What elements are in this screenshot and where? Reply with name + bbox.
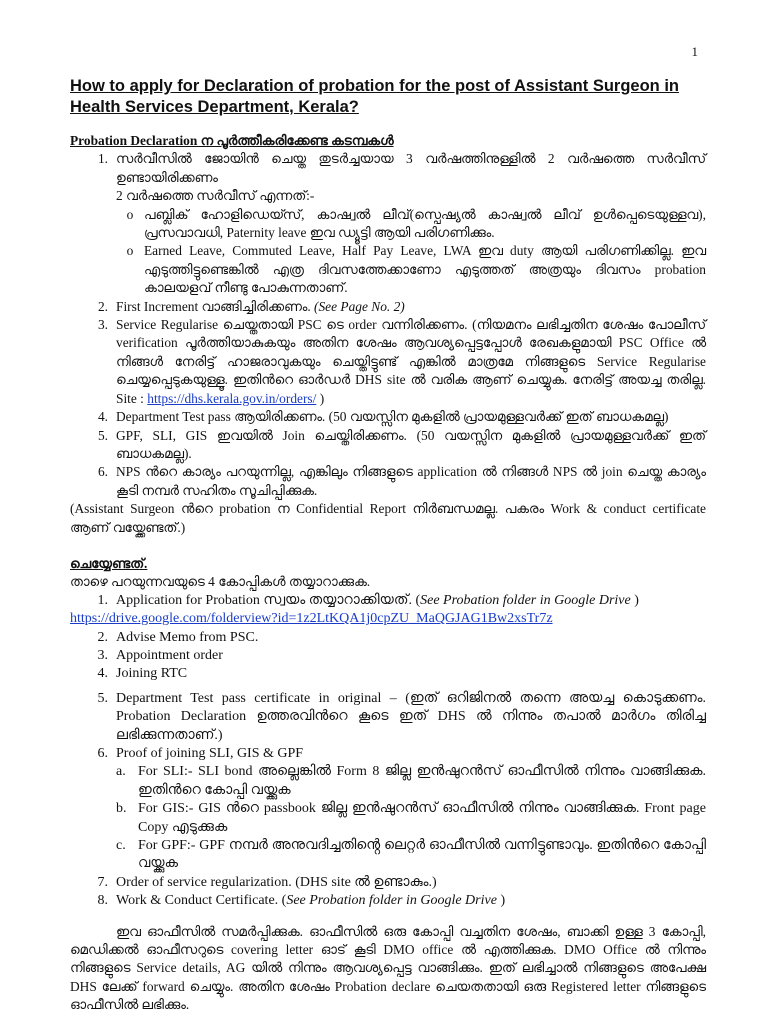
list-text: NPS ൻറെ കാര്യം പറയുന്നില്ല, എങ്കിലും നിങ്ങളുടെ application ൽ നിങ്ങൾ NPS ൽ join ചെയ്ത കാര്യം കൂടി നമ്പർ സഹിതം സൂചിപ്പിക്കുക. [116, 464, 706, 498]
list-item [70, 690, 706, 745]
sub-list-item [116, 800, 706, 837]
list-number: 1. [97, 151, 108, 167]
list-number: 2. [97, 298, 108, 314]
list-item [70, 427, 706, 464]
list-item [70, 592, 706, 610]
list-text-end: ) [630, 592, 639, 608]
documents-list [70, 592, 706, 911]
list-text-wrap [116, 298, 706, 316]
list-number: 7. [97, 874, 108, 890]
section2-heading: ചെയ്യേണ്ടത്. [70, 555, 148, 571]
list-item [70, 665, 706, 683]
list-text: Work & Conduct Certificate. ( [116, 893, 287, 909]
list-text: First Increment വാങ്ങിച്ചിരിക്കണം. [116, 298, 311, 314]
list-text: Joining RTC [116, 666, 188, 682]
google-drive-link[interactable]: https://drive.google.com/folderview?id=1z2LtKQA1j0cpZU_MaQGJAG1Bw2xsTr7z [70, 611, 553, 627]
list-text-end: ) [316, 390, 325, 406]
sub-list-text: For GPF:- GPF നമ്പർ അനുവദിച്ചതിൻ്റെ ലെറ്റർ ഓഫീസിൽ വന്നിട്ടുണ്ടാവും. ഇതിൻറെ കോപ്പി വയ്ക്കുക [138, 838, 706, 872]
list-text: Appointment order [116, 647, 223, 663]
list-text-end: ) [496, 893, 506, 909]
document-title: How to apply for Declaration of probation for the post of Assistant Surgeon in Health Services Department, Kerala? [70, 77, 679, 116]
list-item [70, 463, 706, 500]
list-text: Department Test pass ആയിരിക്കണം. (50 വയസ്സിന മുകളിൽ പ്രായമുള്ളവർക്ക് ഇത് ബാധകമല്ല) [116, 409, 669, 425]
list-text: Advise Memo from PSC. [116, 629, 259, 645]
list-number: 3. [97, 647, 108, 663]
dhs-orders-link[interactable]: https://dhs.kerala.gov.in/orders/ [147, 390, 317, 406]
confidential-report-note: (Assistant Surgeon ൻറെ probation ന Confidential Report നിർബന്ധമല്ല. പകരം Work & conduct certificate ആണ് വയ്ക്കേണ്ടത്.) [70, 501, 706, 535]
sub-list-text: For GIS:- GIS ൻറെ passbook ജില്ല ഇൻഷുറൻസ് ഓഫീസിൽ നിന്നും വാങ്ങിക്കുക. Front page Copy എടുക്കുക [138, 801, 706, 835]
bullet-item [116, 242, 706, 297]
page-reference: (See Page No. 2) [314, 298, 405, 314]
document-body [70, 132, 706, 1015]
list-text: Service Regularise ചെയ്തതായി PSC ടെ order വന്നിരിക്കണം. (നിയമനം ലഭിച്ചതിന ശേഷം പോലീസ് verification പൂർത്തിയാകുകയും അതിന ശേഷം ആവശ്യപ്പെട്ടപ്പോൾ രേഖകളുമായി PSC Office ൽ നിങ്ങൾ നേരിട്ട് ഹാജരാവുകയും ചെയ്തിട്ടുണ്ട് എങ്കിൽ മാത്രമേ നിങ്ങളുടെ Service Regularise ചെയ്യപ്പെടുകയുള്ളൂ. ഇതിൻറെ ഓർഡർ DHS site ൽ വരിക ആണ് ചെയ്യുക. നേരിട്ട് അയച്ച തരില്ല. Site : [116, 317, 706, 406]
list-item [70, 745, 706, 763]
list-item [70, 629, 706, 647]
sub-list-label: c. [116, 838, 126, 854]
list-text: GPF, SLI, GIS ഇവയിൽ Join ചെയ്തിരിക്കണം. (50 വയസ്സിന മുകളിൽ പ്രായമുള്ളവർക്ക് ഇത് ബാധകമല്ല). [116, 427, 706, 461]
list-number: 8. [97, 893, 108, 909]
list-item [70, 316, 706, 408]
list-number: 1. [97, 592, 108, 608]
list-text-wrap [116, 316, 706, 408]
sub-list-label: b. [116, 801, 127, 817]
list-text-wrap [116, 592, 706, 610]
list-item [70, 647, 706, 665]
list-number: 4. [97, 409, 108, 425]
list-text-wrap [116, 892, 706, 910]
bullet-icon: o [126, 206, 134, 222]
bullet-icon: o [126, 243, 134, 259]
list-item [70, 150, 706, 187]
list-text: Order of service regularization. (DHS site ൽ ഉണ്ടാകും.) [116, 874, 437, 890]
folder-reference: See Probation folder in Google Drive [286, 893, 497, 909]
list-text: സർവീസിൽ ജോയിൻ ചെയ്ത തുടർച്ചയായ 3 വർഷത്തിനുള്ളിൽ 2 വർഷത്തെ സർവീസ് ഉണ്ടായിരിക്കണം [116, 151, 706, 185]
list-number: 6. [97, 746, 108, 761]
sub-list-text: For SLI:- SLI bond അല്ലെങ്കിൽ Form 8 ജില്ല ഇൻഷുറൻസ് ഓഫീസിൽ നിന്നും വാങ്ങിക്കുക. ഇതിൻറെ കോപ്പി വയ്ക്കുക [138, 764, 706, 798]
list-number: 5. [97, 427, 108, 443]
requirements-list [70, 150, 706, 500]
closing-paragraph: ഇവ ഓഫീസിൽ സമർപ്പിക്കുക. ഓഫീസിൽ ഒരു കോപ്പി വച്ചതിന ശേഷം, ബാക്കി ഉള്ള 3 കോപ്പി, മെഡിക്കൽ ഓഫീസറുടെ covering letter ഓട് കൂടി DMO office ൽ എത്തിക്കുക. DMO Office ൽ നിന്നും നിങ്ങളുടെ Service details, AG യിൽ നിന്നും ആവശ്യപ്പെട്ട വാങ്ങിക്കും. ഇത് ലഭിച്ചാൽ നിങ്ങളുടെ അപേക്ഷ DHS ലേക്ക് forward ചെയ്യും. അതിന ശേഷം Probation declare ചെയതതായി ഒരു Registered letter നിങ്ങളുടെ ഓഫീസിൽ ലഭിക്കും. [70, 923, 706, 1013]
list-number: 2. [97, 629, 108, 645]
bullet-text: Earned Leave, Commuted Leave, Half Pay Leave, LWA ഇവ duty ആയി പരിഗണിക്കില്ല. ഇവ എടുത്തിട്ടുണ്ടെങ്കിൽ എത്ര ദിവസത്തേക്കാണോ എടുത്തത് അത്രയും ദിവസം probation കാലയളവ് നീണ്ടു പോകുന്നതാണ്. [144, 243, 706, 296]
list-text: Application for Probation സ്വയം തയ്യാറാക്കിയത്. ( [116, 592, 421, 608]
list-number: 3. [97, 317, 108, 333]
sub-list-item [116, 763, 706, 800]
list-number: 4. [97, 666, 108, 682]
list-number: 5. [97, 690, 108, 706]
folder-reference: See Probation folder in Google Drive [420, 592, 631, 608]
section2-intro: താഴെ പറയുന്നവയുടെ 4 കോപ്പികൾ തയ്യാറാക്കുക. [70, 574, 371, 590]
list-item [70, 408, 706, 426]
list-item [70, 298, 706, 316]
sub-list-label: a. [116, 764, 126, 780]
bullet-text: പബ്ലിക് ഹോളിഡെയ്സ്, കാഷ്വൽ ലീവ്(സ്പെഷ്യൽ കാഷ്വൽ ലീവ് ഉൾപ്പെടെയുള്ളവ), പ്രസവാവധി, Paternity leave ഇവ ഡ്യൂട്ടി ആയി പരിഗണിക്കും. [144, 206, 706, 241]
section1-heading: Probation Declaration ന പൂർത്തീകരിക്കേണ്ട കടമ്പകൾ [70, 133, 394, 148]
list-item [70, 874, 706, 892]
list-number: 6. [97, 464, 108, 480]
page-number: 1 [691, 44, 698, 59]
sub-list-item [116, 837, 706, 874]
list-text: Proof of joining SLI, GIS & GPF [116, 746, 304, 761]
list-text: Department Test pass certificate in original – (ഇത് ഒറിജിനൽ തന്നെ അയച്ച കൊടുക്കണം. Probation Declaration ഉത്തരവിൻറെ കൂടെ ഇത് DHS ൽ നിന്നും തപാൽ മാർഗം തിരിച്ച ലഭിക്കുന്നതാണ്.) [116, 690, 706, 743]
bullet-item [116, 206, 706, 243]
sub-label: 2 വർഷത്തെ സർവീസ് എന്നത്:- [116, 188, 315, 204]
list-item [70, 892, 706, 910]
